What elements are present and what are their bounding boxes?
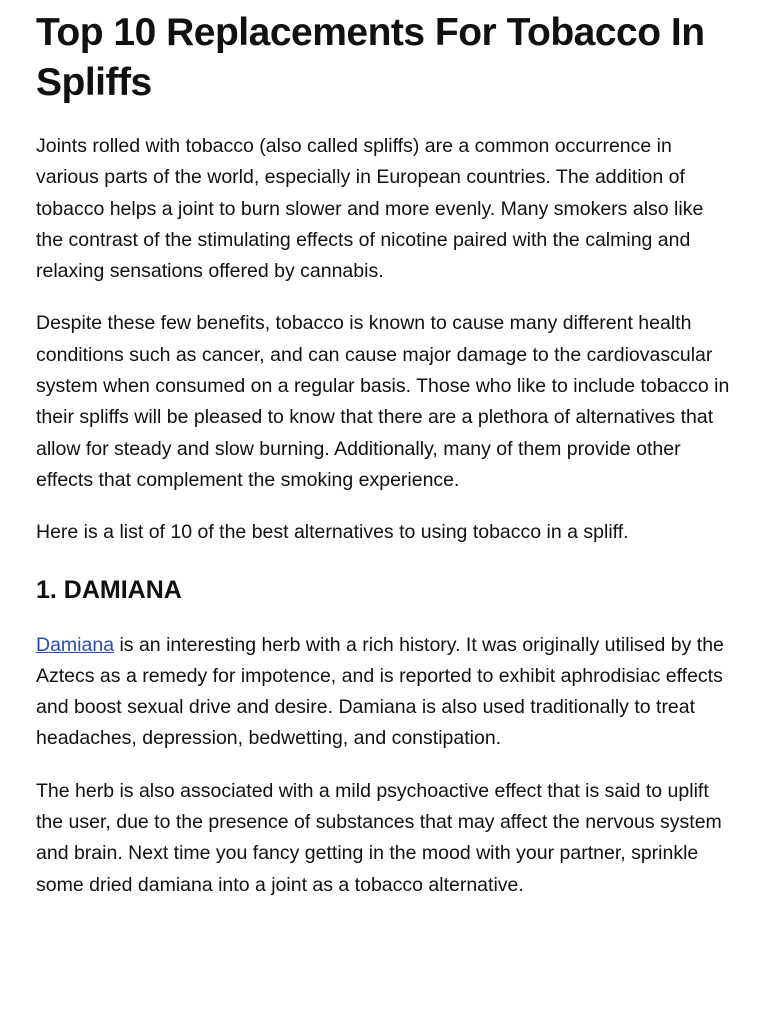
damiana-paragraph-2: The herb is also associated with a mild psychoactive effect that is said to uplift the user, due to the presence of substances that may affect the nervous system and brain. Next time you fancy getting in the mood with your partner, sprinkle some dried damiana into a joint as a tobacco alternative.: [36, 779, 722, 896]
damiana-paragraph-1-text: is an interesting herb with a rich history. It was originally utilised by the Aztecs as a remedy for impotence, and is reported to exhibit aphrodisiac effects and boost sexual drive and desire. Damiana is also used traditionally to treat headaches, depression, bedwetting, and constipation.: [36, 633, 724, 750]
damiana-link[interactable]: Damiana: [36, 633, 115, 656]
section-heading-damiana: 1. DAMIANA: [36, 575, 182, 604]
article-title: Top 10 Replacements For Tobacco In Spliffs: [36, 11, 705, 104]
intro-paragraph-3: Here is a list of 10 of the best alternatives to using tobacco in a spliff.: [36, 521, 629, 544]
intro-paragraph-2: Despite these few benefits, tobacco is known to cause many different health conditions such as cancer, and can cause major damage to the cardiovascular system when consumed on a regular basis. Those who like to include tobacco in their spliffs will be pleased to know that there are a plethora of alternatives that allow for steady and slow burning. Additionally, many of them provide other effects that complement the smoking experience.: [36, 312, 730, 491]
intro-paragraph-1: Joints rolled with tobacco (also called spliffs) are a common occurrence in various parts of the world, especially in European countries. The addition of tobacco helps a joint to burn slower and more evenly. Many smokers also like the contrast of the stimulating effects of nicotine paired with the calming and relaxing sensations offered by cannabis.: [36, 135, 704, 283]
damiana-paragraph-1: [36, 630, 732, 755]
